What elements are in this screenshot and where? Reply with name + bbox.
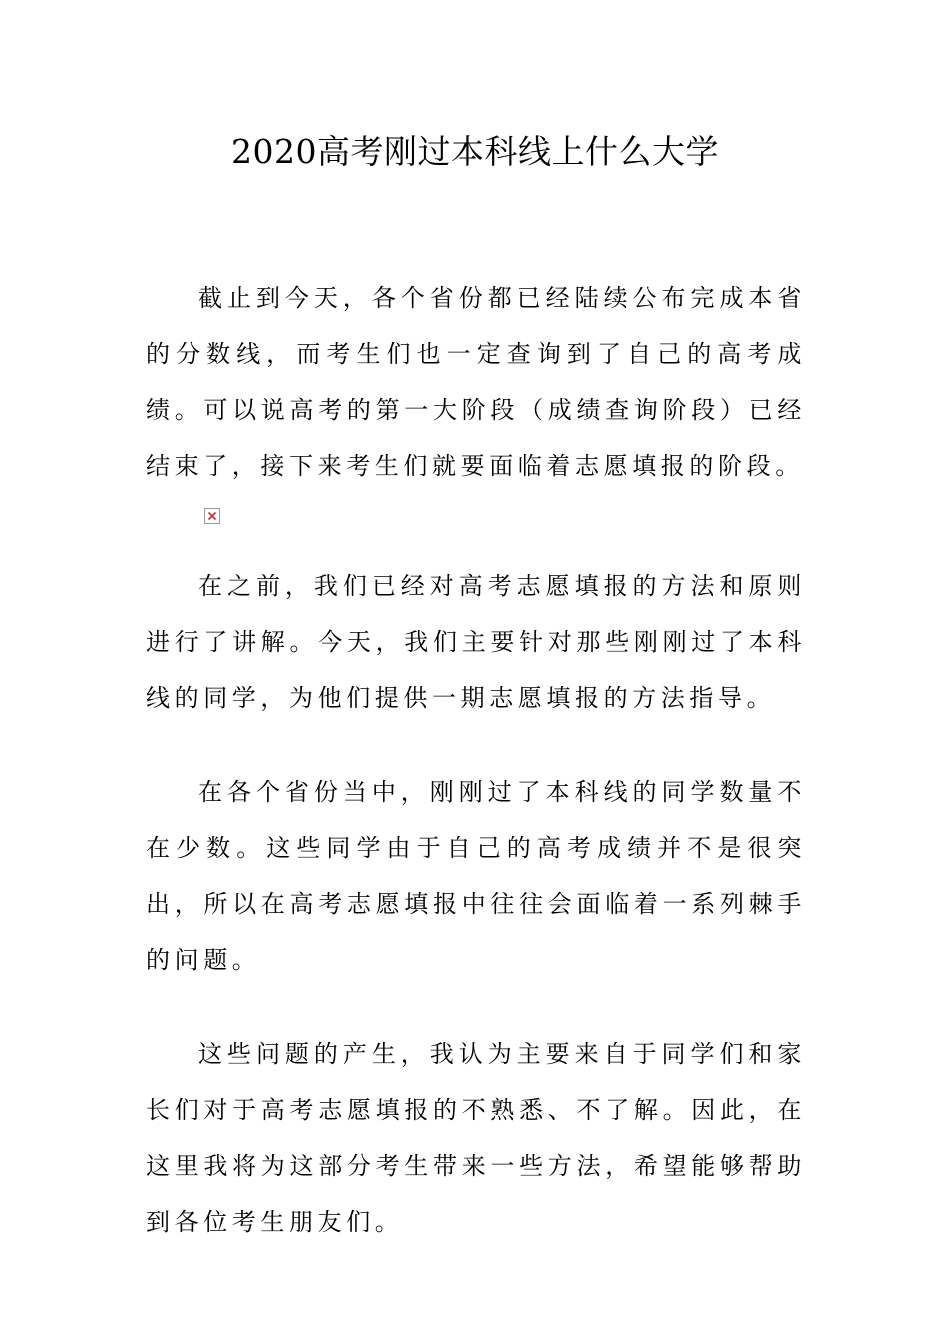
image-placeholder-row <box>146 494 806 558</box>
paragraph-2: 在之前，我们已经对高考志愿填报的方法和原则进行了讲解。今天，我们主要针对那些刚刚过了本科线的同学，为他们提供一期志愿填报的方法指导。 <box>146 572 806 712</box>
paragraph-4: 这些问题的产生，我认为主要来自于同学们和家长们对于高考志愿填报的不熟悉、不了解。因此，在这里我将为这部分考生带来一些方法，希望能够帮助到各位考生朋友们。 <box>146 1040 806 1236</box>
paragraph-1: 截止到今天，各个省份都已经陆续公布完成本省的分数线，而考生们也一定查询到了自己的高考成绩。可以说高考的第一大阶段（成绩查询阶段）已经结束了，接下来考生们就要面临着志愿填报的阶段。 <box>146 284 806 480</box>
broken-image-icon <box>204 508 220 524</box>
page-title: 2020高考刚过本科线上什么大学 <box>231 132 719 171</box>
paragraph-3: 在各个省份当中，刚刚过了本科线的同学数量不在少数。这些同学由于自己的高考成绩并不是很突出，所以在高考志愿填报中往往会面临着一系列棘手的问题。 <box>146 778 806 974</box>
article-body <box>146 270 806 1250</box>
